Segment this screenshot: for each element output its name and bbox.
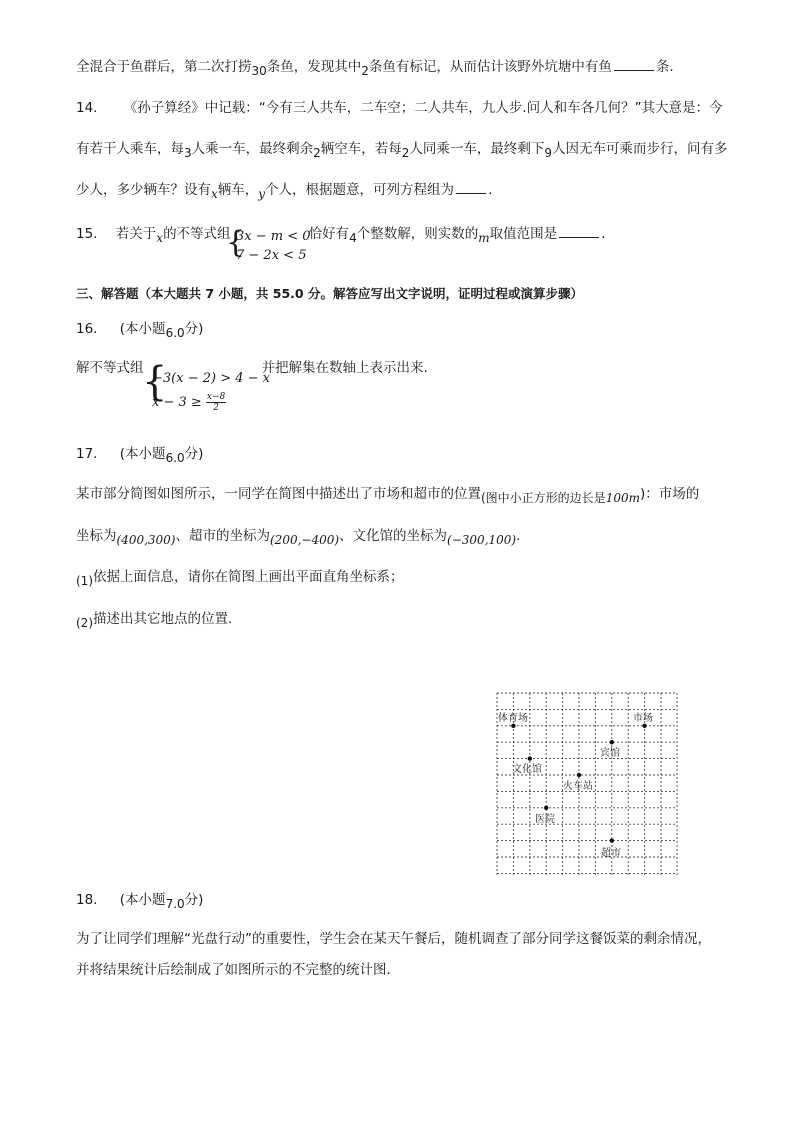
- fraction-numerator: x−8: [206, 392, 226, 402]
- q17-text: (图中小正方形的边长是: [481, 491, 606, 505]
- q17-text: 某市部分简图如图所示，一同学在简图中描述出了市场和超市的位置: [76, 486, 481, 502]
- q14-text: 辆空车，若每: [320, 141, 402, 157]
- q17-line2: [76, 526, 520, 546]
- q13-text: 条.: [655, 59, 674, 75]
- q16-inequality-2-lhs: x − 3 ≥: [152, 395, 206, 410]
- q14-text: 《孙子算经》中记载：“今有三人共车，二车空；二人共车，九人步.问人和车各几何？”其大意是：今: [123, 100, 723, 116]
- q14-text: 辆车，: [217, 182, 259, 198]
- q18-line2: 并将结果统计后绘制成了如图所示的不完整的统计图.: [76, 962, 391, 978]
- score-label: (本小题: [119, 892, 166, 908]
- q17-text: )：市场的: [639, 486, 700, 502]
- q14-line2: [76, 139, 728, 159]
- q14-text: 人乘一车，最终剩余: [191, 141, 314, 157]
- q15-text: 取值范围是: [489, 226, 558, 242]
- label-market: 市场: [633, 713, 653, 724]
- q15-text: .: [601, 226, 606, 242]
- q17-part1: [76, 567, 404, 587]
- q18-line1: 为了让同学们理解“光盘行动”的重要性，学生会在某天午餐后，随机调查了部分同学这餐饭菜的剩余情况，: [76, 931, 711, 947]
- q16-text-a: 解不等式组: [76, 360, 144, 376]
- fraction: [206, 392, 226, 413]
- q15-text: 恰好有: [308, 226, 350, 242]
- q13-tail: [76, 57, 674, 77]
- answer-blank[interactable]: [614, 58, 654, 71]
- question-number: 17.: [76, 446, 98, 462]
- label-stadium: 体育场: [498, 713, 528, 724]
- q14-number: 2: [401, 146, 410, 160]
- q14-number: 3: [184, 146, 192, 160]
- q17-line1: [76, 484, 699, 504]
- q17-text: .: [516, 528, 521, 544]
- score-label: (本小题: [119, 446, 166, 462]
- q15-inequality-2: 7 − 2x < 5: [236, 248, 307, 263]
- label-hospital: 医院: [535, 814, 555, 825]
- part-text: 依据上面信息，请你在简图上画出平面直角坐标系；: [93, 569, 404, 585]
- q13-text: 条鱼，发现其中: [266, 59, 362, 75]
- q17-header: [76, 444, 203, 464]
- score-label: 分): [184, 892, 204, 908]
- score-value: 6.0: [165, 451, 185, 465]
- q14-line1: [76, 98, 723, 118]
- system-brace: {: [226, 225, 246, 260]
- label-supermarket: 超市: [601, 848, 621, 859]
- label-hotel: 宾馆: [600, 748, 620, 759]
- point-stadium: [511, 724, 515, 728]
- question-number: 16.: [76, 321, 98, 337]
- q17-part2: [76, 609, 232, 629]
- q17-text: 、超市的坐标为: [175, 528, 270, 544]
- q18-header: [76, 890, 203, 910]
- q13-number: 2: [361, 64, 369, 78]
- answer-blank[interactable]: [559, 225, 599, 238]
- question-number: 18.: [76, 892, 98, 908]
- part-number: (2): [76, 616, 93, 630]
- q15-inequality-1: 3x − m < 0: [236, 229, 311, 244]
- q14-number: 9: [544, 146, 553, 160]
- coord-culture-hall: (−300,100): [447, 533, 517, 547]
- q15-text: 的不等式组: [163, 226, 231, 242]
- answer-blank[interactable]: [456, 181, 486, 194]
- part-text: 描述出其它地点的位置.: [93, 611, 233, 627]
- q15-line: [76, 224, 605, 244]
- q14-text: 少人，多少辆车？设有: [76, 182, 211, 198]
- q14-text: .: [488, 182, 493, 198]
- q14-text: 个人，根据题意，可列方程组为: [265, 182, 455, 198]
- point-hospital: [544, 806, 548, 810]
- score-value: 7.0: [165, 897, 185, 911]
- variable-x: x: [211, 187, 218, 201]
- variable-m: m: [478, 231, 490, 245]
- section-heading: 三、解答题（本大题共 7 小题，共 55.0 分。解答应写出文字说明，证明过程或演算步骤）: [76, 286, 583, 301]
- question-number: 15.: [76, 226, 98, 242]
- variable-x: x: [156, 231, 164, 245]
- q16-header: [76, 319, 203, 339]
- system-brace: {: [142, 359, 168, 405]
- q14-line3: [76, 180, 492, 200]
- q13-number: 30: [251, 64, 267, 78]
- point-train-station: [577, 773, 581, 777]
- label-culture-hall: 文化馆: [512, 764, 542, 775]
- q16-inequality-1: −3(x − 2) > 4 − x: [152, 371, 270, 386]
- q16-inequality-2: [152, 392, 226, 413]
- q13-text: 条鱼有标记，从而估计该野外坑塘中有鱼: [368, 59, 612, 75]
- q13-text: 全混合于鱼群后，第二次打捞: [76, 59, 252, 75]
- score-label: (本小题: [119, 321, 166, 337]
- part-number: (1): [76, 574, 93, 588]
- variable-y: y: [258, 187, 266, 201]
- score-label: 分): [184, 321, 204, 337]
- coord-supermarket: (200,−400): [270, 533, 340, 547]
- q14-text: 人因无车可乘而步行，问有多: [552, 141, 728, 157]
- coord-market: (400,300): [116, 533, 176, 547]
- score-value: 6.0: [165, 326, 185, 340]
- point-hotel: [610, 740, 614, 744]
- q14-number: 2: [313, 146, 321, 160]
- city-map-grid: [495, 691, 681, 881]
- q17-unit: 100m: [605, 491, 640, 505]
- label-train-station: 火车站: [563, 781, 593, 792]
- q17-text: 坐标为: [76, 528, 117, 544]
- q15-text: 若关于: [115, 226, 157, 242]
- point-supermarket: [610, 838, 614, 842]
- score-label: 分): [184, 446, 204, 462]
- q15-text: 个整数解，则实数的: [356, 226, 479, 242]
- fraction-denominator: 2: [213, 403, 219, 413]
- question-number: 14.: [76, 100, 98, 116]
- q17-text: 、文化馆的坐标为: [339, 528, 448, 544]
- q14-text: 人同乘一车，最终剩下: [409, 141, 545, 157]
- q16-text-b: 并把解集在数轴上表示出来.: [261, 360, 428, 376]
- point-market: [642, 724, 646, 728]
- q14-text: 有若干人乘车，每: [76, 141, 184, 157]
- q15-number: 4: [349, 231, 357, 245]
- point-culture-hall: [528, 756, 532, 760]
